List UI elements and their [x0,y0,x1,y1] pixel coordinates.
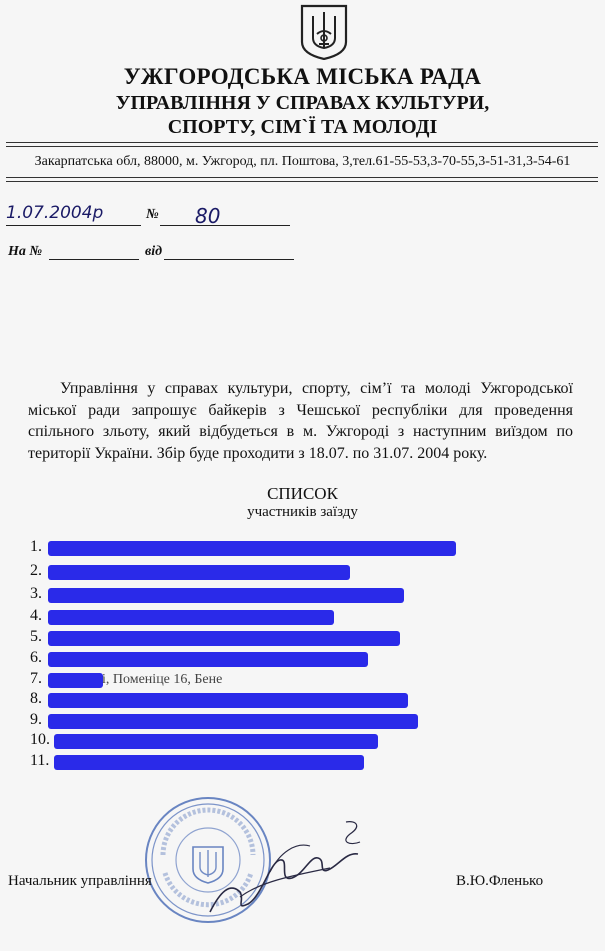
department-name-line1: УПРАВЛІННЯ У СПРАВАХ КУЛЬТУРИ, [115,92,490,114]
org-name: УЖГОРОДСЬКА МІСЬКА РАДА [123,64,482,89]
signatory-position: Начальник управління [8,873,152,889]
list-item-number: 4. [30,607,42,624]
outgoing-number-line [160,225,290,226]
redaction-bar [54,734,378,749]
list-item [30,711,50,731]
list-item-number: 7. [30,670,42,687]
list-item-number: 6. [30,649,42,666]
list-item-number: 3. [30,585,42,602]
outgoing-number: 80 [195,204,221,228]
handwritten-signature-icon [200,812,370,922]
header-divider-bottom [6,177,598,182]
list-item-number: 2. [30,562,42,579]
list-item [30,628,50,648]
list-item [30,649,50,669]
redaction-bar [48,541,456,556]
body-paragraph: Управління у справах культури, спорту, сім’ї та молоді Ужгородської міської ради запрошує байкерів з Чешської республіки для проведення спільного зльоту, який відбудеться в м. Ужгороді з наступним виїздом по території України. Збір буде проходити з 18.07. по 31.07. 2004 року. [28,380,573,462]
list-item-number: 1. [30,538,42,555]
incoming-from-label: від [145,244,163,259]
redaction-bar [48,652,368,667]
redaction-bar [48,673,103,688]
outgoing-date: 1.07.2004р [6,203,104,223]
list-item [30,585,50,605]
department-name-line2: СПОРТУ, СІМ`Ї ТА МОЛОДІ [167,116,438,138]
list-subtitle: участників заїзду [247,504,358,520]
list-item-number: 5. [30,628,42,645]
list-item [30,670,223,690]
coat-of-arms-icon [299,4,349,60]
list-item-number: 11. [30,752,50,769]
redaction-bar [48,565,350,580]
redaction-bar [48,693,408,708]
list-item-number: 9. [30,711,42,728]
redaction-bar [48,588,404,603]
signatory-name: В.Ю.Фленько [456,873,544,889]
redaction-bar [54,755,364,770]
list-item-visible-text: і, Поменіце 16, Бене [102,672,223,687]
list-item [30,752,50,772]
list-item [30,538,50,558]
list-item [30,562,50,582]
list-item-number: 10. [30,731,50,748]
redaction-bar [48,714,418,729]
redaction-bar [48,631,400,646]
header-divider-top [6,142,598,147]
list-item [30,607,50,627]
list-title: СПИСОК [267,484,338,503]
incoming-number-line [49,259,139,260]
incoming-number-label: На № [8,244,43,259]
incoming-date-line [164,259,294,260]
list-item [30,690,50,710]
redaction-bar [48,610,334,625]
outgoing-date-line [6,225,141,226]
list-item [30,731,50,751]
address-line: Закарпатська обл, 88000, м. Ужгород, пл. Поштова, 3,тел.61-55-53,3-70-55,3-51-31,3-54-61 [34,154,571,169]
list-item-number: 8. [30,690,42,707]
number-label: № [146,207,159,222]
